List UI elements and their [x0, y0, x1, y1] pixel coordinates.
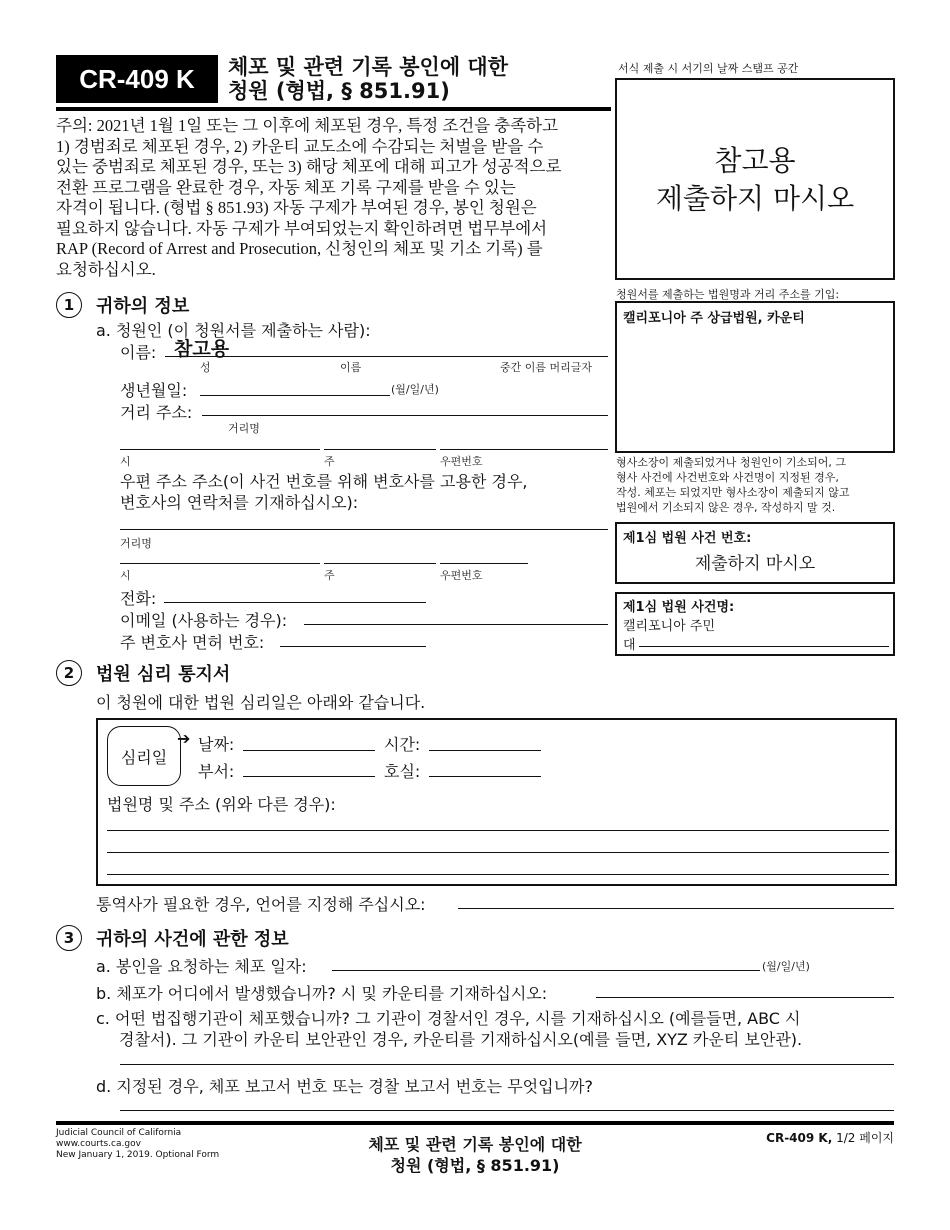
phone-label: 전화:: [120, 589, 157, 608]
case-name-people: 캘리포니아 주민: [623, 619, 716, 634]
bar-number-label: 주 변호사 면허 번호:: [120, 633, 265, 652]
street-input[interactable]: [202, 415, 608, 416]
hearing-date-label: 날짜:: [198, 735, 235, 754]
agency-label: c. 어떤 법집행기관이 체포했습니까? 그 기관이 경찰서인 경우, 시를 기재하십시오 (예를들면, ABC 시 경찰서). 그 기관이 카운티 보안관인 경우, 카운티를 기재하십시오(예를 들면, XYZ 카운티 보안관).: [96, 1009, 803, 1049]
hearing-dept-input[interactable]: [243, 776, 375, 777]
email-label: 이메일 (사용하는 경우):: [120, 611, 288, 630]
notice: 주의: 2021년 1월 1일 또는 그 이후에 체포된 경우, 특정 조건을 충족하고 1) 경범죄로 체포된 경우, 2) 카운티 교도소에 수감되는 처벌을 받을 수 있는 중범죄로 체포된 경우, 또는 3) 해당 체포에 대해 피고가 성공적으로 전환 프로그램을 완료한 경우, 자동 체포 기록 구제를 받을 수 있는 자격이 됩니다. (형법 § 851.93) 자동 구제가 부여된 경우, 봉인 청원은 필요하지 않습니다. 자동 구제가 부여되었는지 확인하려면 법무부에서 RAP (Record of Arrest and Prosecution, 신청인의 체포 및 기소 기록) 를 요청하십시오.: [56, 116, 562, 279]
hearing-box: [96, 718, 897, 886]
city-input[interactable]: [120, 449, 320, 450]
hearing-room-label: 호실:: [384, 762, 421, 781]
case-number-box[interactable]: [615, 522, 895, 584]
hearing-time-input[interactable]: [429, 750, 541, 751]
petitioner-label: a. 청원인 (이 청원서를 제출하는 사람):: [96, 321, 371, 340]
court-name: 캘리포니아 주 상급법원, 카운티: [623, 311, 805, 326]
hearing-time-label: 시간:: [384, 735, 421, 754]
arrest-location-input[interactable]: [596, 997, 894, 998]
agency-input[interactable]: [120, 1064, 894, 1065]
section3-number: 3: [56, 925, 82, 951]
section2-title: 법원 심리 통지서: [96, 664, 231, 685]
street-label: 거리 주소:: [120, 403, 193, 422]
court-address-line-2[interactable]: [107, 852, 889, 853]
mailing-label: 우편 주소 주소(이 사건 번호를 위해 변호사를 고용한 경우, 변호사의 연락처를 기재하십시오):: [120, 472, 528, 512]
stamp-line2: 제출하지 마시오: [655, 182, 855, 215]
section1-title: 귀하의 정보: [96, 296, 190, 317]
interpreter-input[interactable]: [458, 908, 894, 909]
stamp-caption: 서식 제출 시 서기의 날짜 스탬프 공간: [618, 62, 799, 75]
header-rule: [56, 107, 611, 111]
form-id-badge: [56, 55, 218, 103]
court-box-caption: 청원서를 제출하는 법원명과 거리 주소를 기입:: [616, 288, 840, 301]
mail-street-input[interactable]: [120, 529, 608, 530]
dob-input[interactable]: [200, 395, 390, 396]
hearing-date-badge: 심리일: [107, 726, 181, 786]
form-title: 체포 및 관련 기록 봉인에 대한 청원 (형법, § 851.91): [228, 55, 508, 103]
hearing-room-input[interactable]: [429, 776, 541, 777]
mail-zip-input[interactable]: [440, 563, 528, 564]
court-address-line-1[interactable]: [107, 830, 889, 831]
footer-rule: [56, 1121, 894, 1125]
name-label: 이름:: [120, 343, 157, 362]
case-number-value: 제출하지 마시오: [694, 554, 816, 574]
arrest-date-input[interactable]: [332, 970, 760, 971]
hearing-intro: 이 청원에 대한 법원 심리일은 아래와 같습니다.: [96, 693, 426, 712]
dob-label: 생년월일:: [120, 381, 188, 400]
case-name-label: 제1심 법원 사건명:: [623, 600, 735, 615]
name-value[interactable]: 참고용: [174, 338, 230, 360]
bar-number-input[interactable]: [280, 646, 426, 647]
clerk-stamp-area: [615, 78, 895, 280]
footer-title: 체포 및 관련 기록 봉인에 대한 청원 (형법, § 851.91): [368, 1135, 582, 1175]
mail-state-input[interactable]: [324, 563, 436, 564]
footer-org: Judicial Council of California www.courts.ca.gov New January 1, 2019. Optional Form: [56, 1128, 220, 1160]
name-line[interactable]: [165, 356, 608, 357]
stamp-line1: 참고용: [714, 144, 796, 177]
arrow-right-icon: ➔: [177, 729, 191, 748]
report-number-label: d. 지정된 경우, 체포 보고서 번호 또는 경찰 보고서 번호는 무엇입니까?: [96, 1077, 593, 1096]
section1-number: 1: [56, 292, 82, 318]
report-number-input[interactable]: [120, 1110, 894, 1111]
mail-city-input[interactable]: [120, 563, 320, 564]
section3-title: 귀하의 사건에 관한 정보: [96, 929, 289, 950]
filing-note: 형사소장이 제출되었거나 청원인이 기소되어, 그 형사 사건에 사건번호와 사건명이 지정된 경우, 작성. 체포는 되었지만 형사소장이 제출되지 않고 법원에서 기소되지 않은 경우, 작성하지 말 것.: [616, 456, 850, 514]
section2-number: 2: [56, 660, 82, 686]
arrest-location-label: b. 체포가 어디에서 발생했습니까? 시 및 카운티를 기재하십시오:: [96, 984, 548, 1003]
arrest-date-label: a. 봉인을 요청하는 체포 일자:: [96, 957, 307, 976]
email-input[interactable]: [304, 624, 608, 625]
page-number: CR-409 K, 1/2 페이지: [766, 1131, 894, 1145]
interpreter-label: 통역사가 필요한 경우, 언어를 지정해 주십시오:: [96, 895, 426, 914]
state-input[interactable]: [324, 449, 436, 450]
court-address-line-3[interactable]: [107, 874, 889, 875]
phone-input[interactable]: [164, 602, 426, 603]
zip-input[interactable]: [440, 449, 608, 450]
hearing-dept-label: 부서:: [198, 762, 235, 781]
case-name-box[interactable]: [615, 592, 895, 656]
form-id: CR-409 K: [79, 63, 195, 94]
court-name-box[interactable]: [615, 301, 895, 453]
case-name-versus: 대: [623, 638, 636, 653]
case-number-label: 제1심 법원 사건 번호:: [623, 531, 752, 546]
court-address-label: 법원명 및 주소 (위와 다른 경우):: [107, 795, 336, 814]
hearing-date-input[interactable]: [243, 750, 375, 751]
